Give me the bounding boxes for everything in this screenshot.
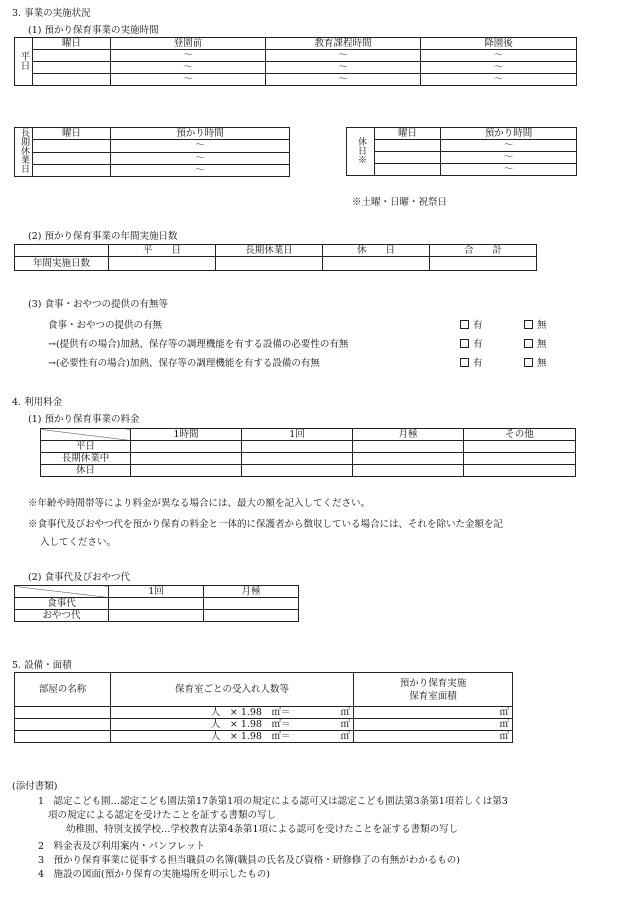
attachment-1: 1 認定こども園…認定こども園法第17条第1項の規定による認可又は認定こども園法第3条第1項若しくは第3 (38, 796, 508, 807)
col-header: 曜日 (33, 128, 111, 140)
col-header: 休 日 (323, 245, 430, 257)
fee-cell (131, 465, 242, 477)
fee-cell (204, 598, 299, 610)
time-cell: 〜 (421, 62, 577, 74)
fee-note-2: ※食事代及びおやつ代を預かり保育の料金と一体的に保護者から徴収している場合には、それを除いた金額を記 (28, 519, 504, 530)
subsection-3-2-title: (2) 預かり保育事業の年間実施日数 (28, 231, 178, 242)
col-header: 曜日 (33, 38, 111, 50)
capacity-cell: 人 × 1.98 ㎡＝ ㎡ (111, 731, 354, 743)
holiday-note: ※土曜・日曜・祝祭日 (352, 197, 448, 208)
no-checkbox[interactable]: 無 (524, 355, 547, 369)
time-cell: 〜 (441, 152, 577, 164)
facility-area-table (14, 672, 513, 743)
time-cell: 〜 (111, 74, 266, 86)
subsection-3-1-title: (1) 預かり保育事業の実施時間 (28, 25, 159, 36)
attachment-1-kindergarten: 幼稚園、特別支援学校…学校教育法第4条第1項による認可を受けたことを証する書類の写し (66, 824, 459, 835)
row-label: 休日 (41, 465, 131, 477)
time-cell: 〜 (266, 74, 421, 86)
section-4-title: 4. 利用料金 (12, 397, 63, 408)
value-cell (323, 257, 430, 271)
row-label: 年間実施日数 (15, 257, 109, 271)
area-cell: ㎡ (354, 731, 513, 743)
section-3-title: 3. 事業の実施状況 (12, 8, 91, 19)
section-5-title: 5. 設備・面積 (12, 660, 72, 671)
fee-cell (242, 441, 353, 453)
col-header: 平 日 (109, 245, 216, 257)
checkbox-icon (524, 358, 533, 367)
col-header: 預かり保育実施 保育室面積 (354, 673, 513, 707)
area-cell: ㎡ (354, 719, 513, 731)
col-header: 1時間 (131, 429, 242, 441)
day-cell (33, 50, 111, 62)
day-cell (375, 140, 441, 152)
fee-cell (464, 441, 576, 453)
diagonal-header-cell (15, 586, 109, 598)
row-label: おやつ代 (15, 610, 109, 622)
time-cell: 〜 (111, 62, 266, 74)
yes-checkbox[interactable]: 有 (460, 355, 483, 369)
day-cell (33, 62, 111, 74)
fee-cell (131, 441, 242, 453)
checkbox-icon (524, 320, 533, 329)
checkbox-icon (524, 339, 533, 348)
fee-cell (242, 465, 353, 477)
col-header: 預かり時間 (441, 128, 577, 140)
subsection-4-1-title: (1) 預かり保育事業の料金 (28, 414, 140, 425)
col-header: 曜日 (375, 128, 441, 140)
room-name-cell (15, 731, 111, 743)
room-name-cell (15, 707, 111, 719)
col-header: 長期休業日 (216, 245, 323, 257)
value-cell (216, 257, 323, 271)
col-header: 預かり時間 (111, 128, 290, 140)
time-cell: 〜 (111, 50, 266, 62)
holiday-row-label: 休日※ (347, 128, 375, 176)
subsection-4-2-title: (2) 食事代及びおやつ代 (28, 572, 130, 583)
attachment-2: 2 料金表及び利用案内・パンフレット (38, 841, 206, 852)
weekday-row-label: 平日 (15, 38, 33, 86)
row-label: 食事代 (15, 598, 109, 610)
attachment-1-continued: 項の規定による認定を受けたことを証する書類の写し (48, 810, 277, 821)
day-cell (33, 152, 111, 164)
yes-checkbox[interactable]: 有 (460, 317, 483, 331)
day-cell (375, 164, 441, 176)
time-cell: 〜 (111, 140, 290, 152)
day-cell (375, 152, 441, 164)
checkbox-icon (460, 320, 469, 329)
meal-item-3: →(必要性有の場合)加熱、保存等の調理機能を有する設備の有無 (48, 358, 320, 369)
annual-days-table (14, 244, 537, 271)
long-vacation-hours-table (14, 127, 290, 177)
fee-cell (109, 610, 204, 622)
fee-cell (109, 598, 204, 610)
row-label: 長期休業中 (41, 453, 131, 465)
time-cell: 〜 (441, 140, 577, 152)
time-cell: 〜 (111, 164, 290, 176)
fee-cell (353, 441, 464, 453)
time-cell: 〜 (421, 50, 577, 62)
no-checkbox[interactable]: 無 (524, 336, 547, 350)
col-header: 教育課程時間 (266, 38, 421, 50)
fee-table (40, 428, 576, 477)
time-cell: 〜 (266, 62, 421, 74)
meal-item-2: →(提供有の場合)加熱、保存等の調理機能を有する設備の必要性の有無 (48, 339, 349, 350)
time-cell: 〜 (421, 74, 577, 86)
area-cell: ㎡ (354, 707, 513, 719)
fee-note-1: ※年齢や時間帯等により料金が異なる場合には、最大の額を記入してください。 (28, 498, 371, 509)
col-header: 月極 (353, 429, 464, 441)
capacity-cell: 人 × 1.98 ㎡＝ ㎡ (111, 707, 354, 719)
yes-checkbox[interactable]: 有 (460, 336, 483, 350)
value-cell (430, 257, 537, 271)
checkbox-icon (460, 339, 469, 348)
col-header: 部屋の名称 (15, 673, 111, 707)
day-cell (33, 140, 111, 152)
blank-header (15, 245, 109, 257)
meal-fee-table (14, 585, 299, 622)
fee-cell (353, 453, 464, 465)
capacity-cell: 人 × 1.98 ㎡＝ ㎡ (111, 719, 354, 731)
col-header: 保育室ごとの受入れ人数等 (111, 673, 354, 707)
col-header: 降園後 (421, 38, 577, 50)
col-header: その他 (464, 429, 576, 441)
row-label: 平日 (41, 441, 131, 453)
time-cell: 〜 (266, 50, 421, 62)
fee-cell (464, 465, 576, 477)
fee-cell (353, 465, 464, 477)
subsection-3-3-title: (3) 食事・おやつの提供の有無等 (28, 299, 168, 310)
day-cell (33, 164, 111, 176)
attachment-3: 3 預かり保育事業に従事する担当職員の名簿(職員の氏名及び資格・研修修了の有無がわかるもの) (38, 855, 460, 866)
checkbox-icon (460, 358, 469, 367)
fee-cell (131, 453, 242, 465)
attachment-4: 4 施設の図面(預かり保育の実施場所を明示したもの) (38, 869, 270, 880)
col-header: 1回 (109, 586, 204, 598)
col-header: 1回 (242, 429, 353, 441)
fee-cell (464, 453, 576, 465)
meal-item-1: 食事・おやつの提供の有無 (48, 320, 163, 331)
time-cell: 〜 (111, 152, 290, 164)
no-checkbox[interactable]: 無 (524, 317, 547, 331)
value-cell (109, 257, 216, 271)
fee-cell (204, 610, 299, 622)
col-header: 月極 (204, 586, 299, 598)
fee-note-2-continued: 入してください。 (40, 537, 117, 548)
attachments-title: (添付書類) (12, 781, 58, 792)
room-name-cell (15, 719, 111, 731)
diagonal-header-cell (41, 429, 131, 441)
day-cell (33, 74, 111, 86)
fee-cell (242, 453, 353, 465)
holiday-hours-table (346, 127, 577, 176)
weekday-hours-table (14, 37, 577, 86)
time-cell: 〜 (441, 164, 577, 176)
long-vacation-row-label: 長期休業日 (15, 128, 33, 177)
col-header: 登園前 (111, 38, 266, 50)
col-header: 合 計 (430, 245, 537, 257)
